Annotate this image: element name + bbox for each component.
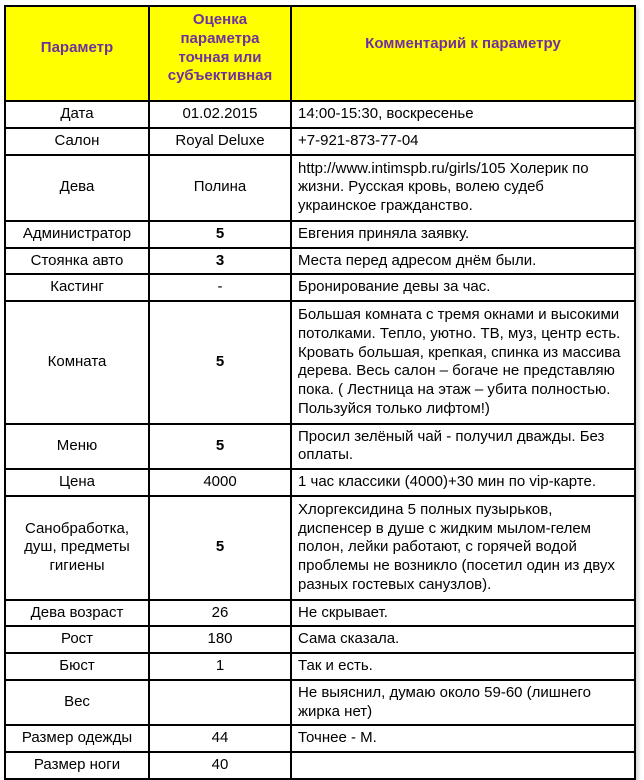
rating-cell: 01.02.2015 <box>149 101 291 128</box>
parameter-cell: Рост <box>5 626 149 653</box>
comment-cell: Просил зелёный чай - получил дважды. Без оплаты. <box>291 424 635 470</box>
rating-cell: 5 <box>149 301 291 424</box>
table-row <box>5 274 635 301</box>
rating-cell <box>149 680 291 726</box>
table-row <box>5 128 635 155</box>
parameter-cell: Бюст <box>5 653 149 680</box>
table-row <box>5 680 635 726</box>
parameter-cell: Дева <box>5 155 149 221</box>
table-row <box>5 725 635 752</box>
table-row <box>5 653 635 680</box>
table-row <box>5 221 635 248</box>
table-header <box>5 6 635 101</box>
comment-cell: http://www.intimspb.ru/girls/105 Холерик по жизни. Русская кровь, волею судеб украинское гражданство. <box>291 155 635 221</box>
parameter-cell: Меню <box>5 424 149 470</box>
rating-cell: 180 <box>149 626 291 653</box>
comment-cell: Не скрывает. <box>291 600 635 627</box>
parameter-cell: Дева возраст <box>5 600 149 627</box>
parameter-cell: Кастинг <box>5 274 149 301</box>
comment-cell: 1 час классики (4000)+30 мин по vip-карте. <box>291 469 635 496</box>
review-table <box>4 5 636 780</box>
rating-cell: 5 <box>149 424 291 470</box>
table-row <box>5 600 635 627</box>
rating-cell: 1 <box>149 653 291 680</box>
parameter-cell: Дата <box>5 101 149 128</box>
parameter-cell: Цена <box>5 469 149 496</box>
rating-cell: 4000 <box>149 469 291 496</box>
comment-cell: Бронирование девы за час. <box>291 274 635 301</box>
header-rating: Оценка параметра точная или субъективная <box>149 6 291 101</box>
rating-cell: - <box>149 274 291 301</box>
comment-cell: Большая комната с тремя окнами и высокими потолками. Тепло, уютно. ТВ, муз, центр есть. Кровать большая, крепкая, спинка из массива дерева. Весь салон – богаче не представляю пока. ( Лестница на этаж – убита полностью. Пользуйся только лифтом!) <box>291 301 635 424</box>
rating-cell: 3 <box>149 248 291 275</box>
comment-cell <box>291 752 635 779</box>
table-row <box>5 101 635 128</box>
header-parameter: Параметр <box>5 6 149 101</box>
parameter-cell: Салон <box>5 128 149 155</box>
table-row <box>5 469 635 496</box>
table-body <box>5 101 635 779</box>
parameter-cell: Стоянка авто <box>5 248 149 275</box>
table-row <box>5 248 635 275</box>
table-row <box>5 752 635 779</box>
parameter-cell: Санобработка, душ, предметы гигиены <box>5 496 149 600</box>
header-row <box>5 6 635 101</box>
rating-cell: Полина <box>149 155 291 221</box>
table-row <box>5 496 635 600</box>
parameter-cell: Размер одежды <box>5 725 149 752</box>
rating-cell: Royal Deluxe <box>149 128 291 155</box>
rating-cell: 40 <box>149 752 291 779</box>
comment-cell: Так и есть. <box>291 653 635 680</box>
table-row <box>5 626 635 653</box>
table-row <box>5 424 635 470</box>
comment-cell: 14:00-15:30, воскресенье <box>291 101 635 128</box>
comment-cell: +7-921-873-77-04 <box>291 128 635 155</box>
rating-cell: 26 <box>149 600 291 627</box>
comment-cell: Сама сказала. <box>291 626 635 653</box>
header-comment: Комментарий к параметру <box>291 6 635 101</box>
table-row <box>5 301 635 424</box>
table-row <box>5 155 635 221</box>
parameter-cell: Размер ноги <box>5 752 149 779</box>
parameter-cell: Вес <box>5 680 149 726</box>
parameter-cell: Администратор <box>5 221 149 248</box>
comment-cell: Хлоргексидина 5 полных пузырьков, диспенсер в душе с жидким мылом-гелем полон, лейки работают, с горячей водой проблемы не возникло (посетил один из двух разных гостевых санузлов). <box>291 496 635 600</box>
comment-cell: Евгения приняла заявку. <box>291 221 635 248</box>
comment-cell: Места перед адресом днём были. <box>291 248 635 275</box>
comment-cell: Не выяснил, думаю около 59-60 (лишнего жирка нет) <box>291 680 635 726</box>
rating-cell: 5 <box>149 496 291 600</box>
parameter-cell: Комната <box>5 301 149 424</box>
rating-cell: 5 <box>149 221 291 248</box>
rating-cell: 44 <box>149 725 291 752</box>
comment-cell: Точнее - М. <box>291 725 635 752</box>
